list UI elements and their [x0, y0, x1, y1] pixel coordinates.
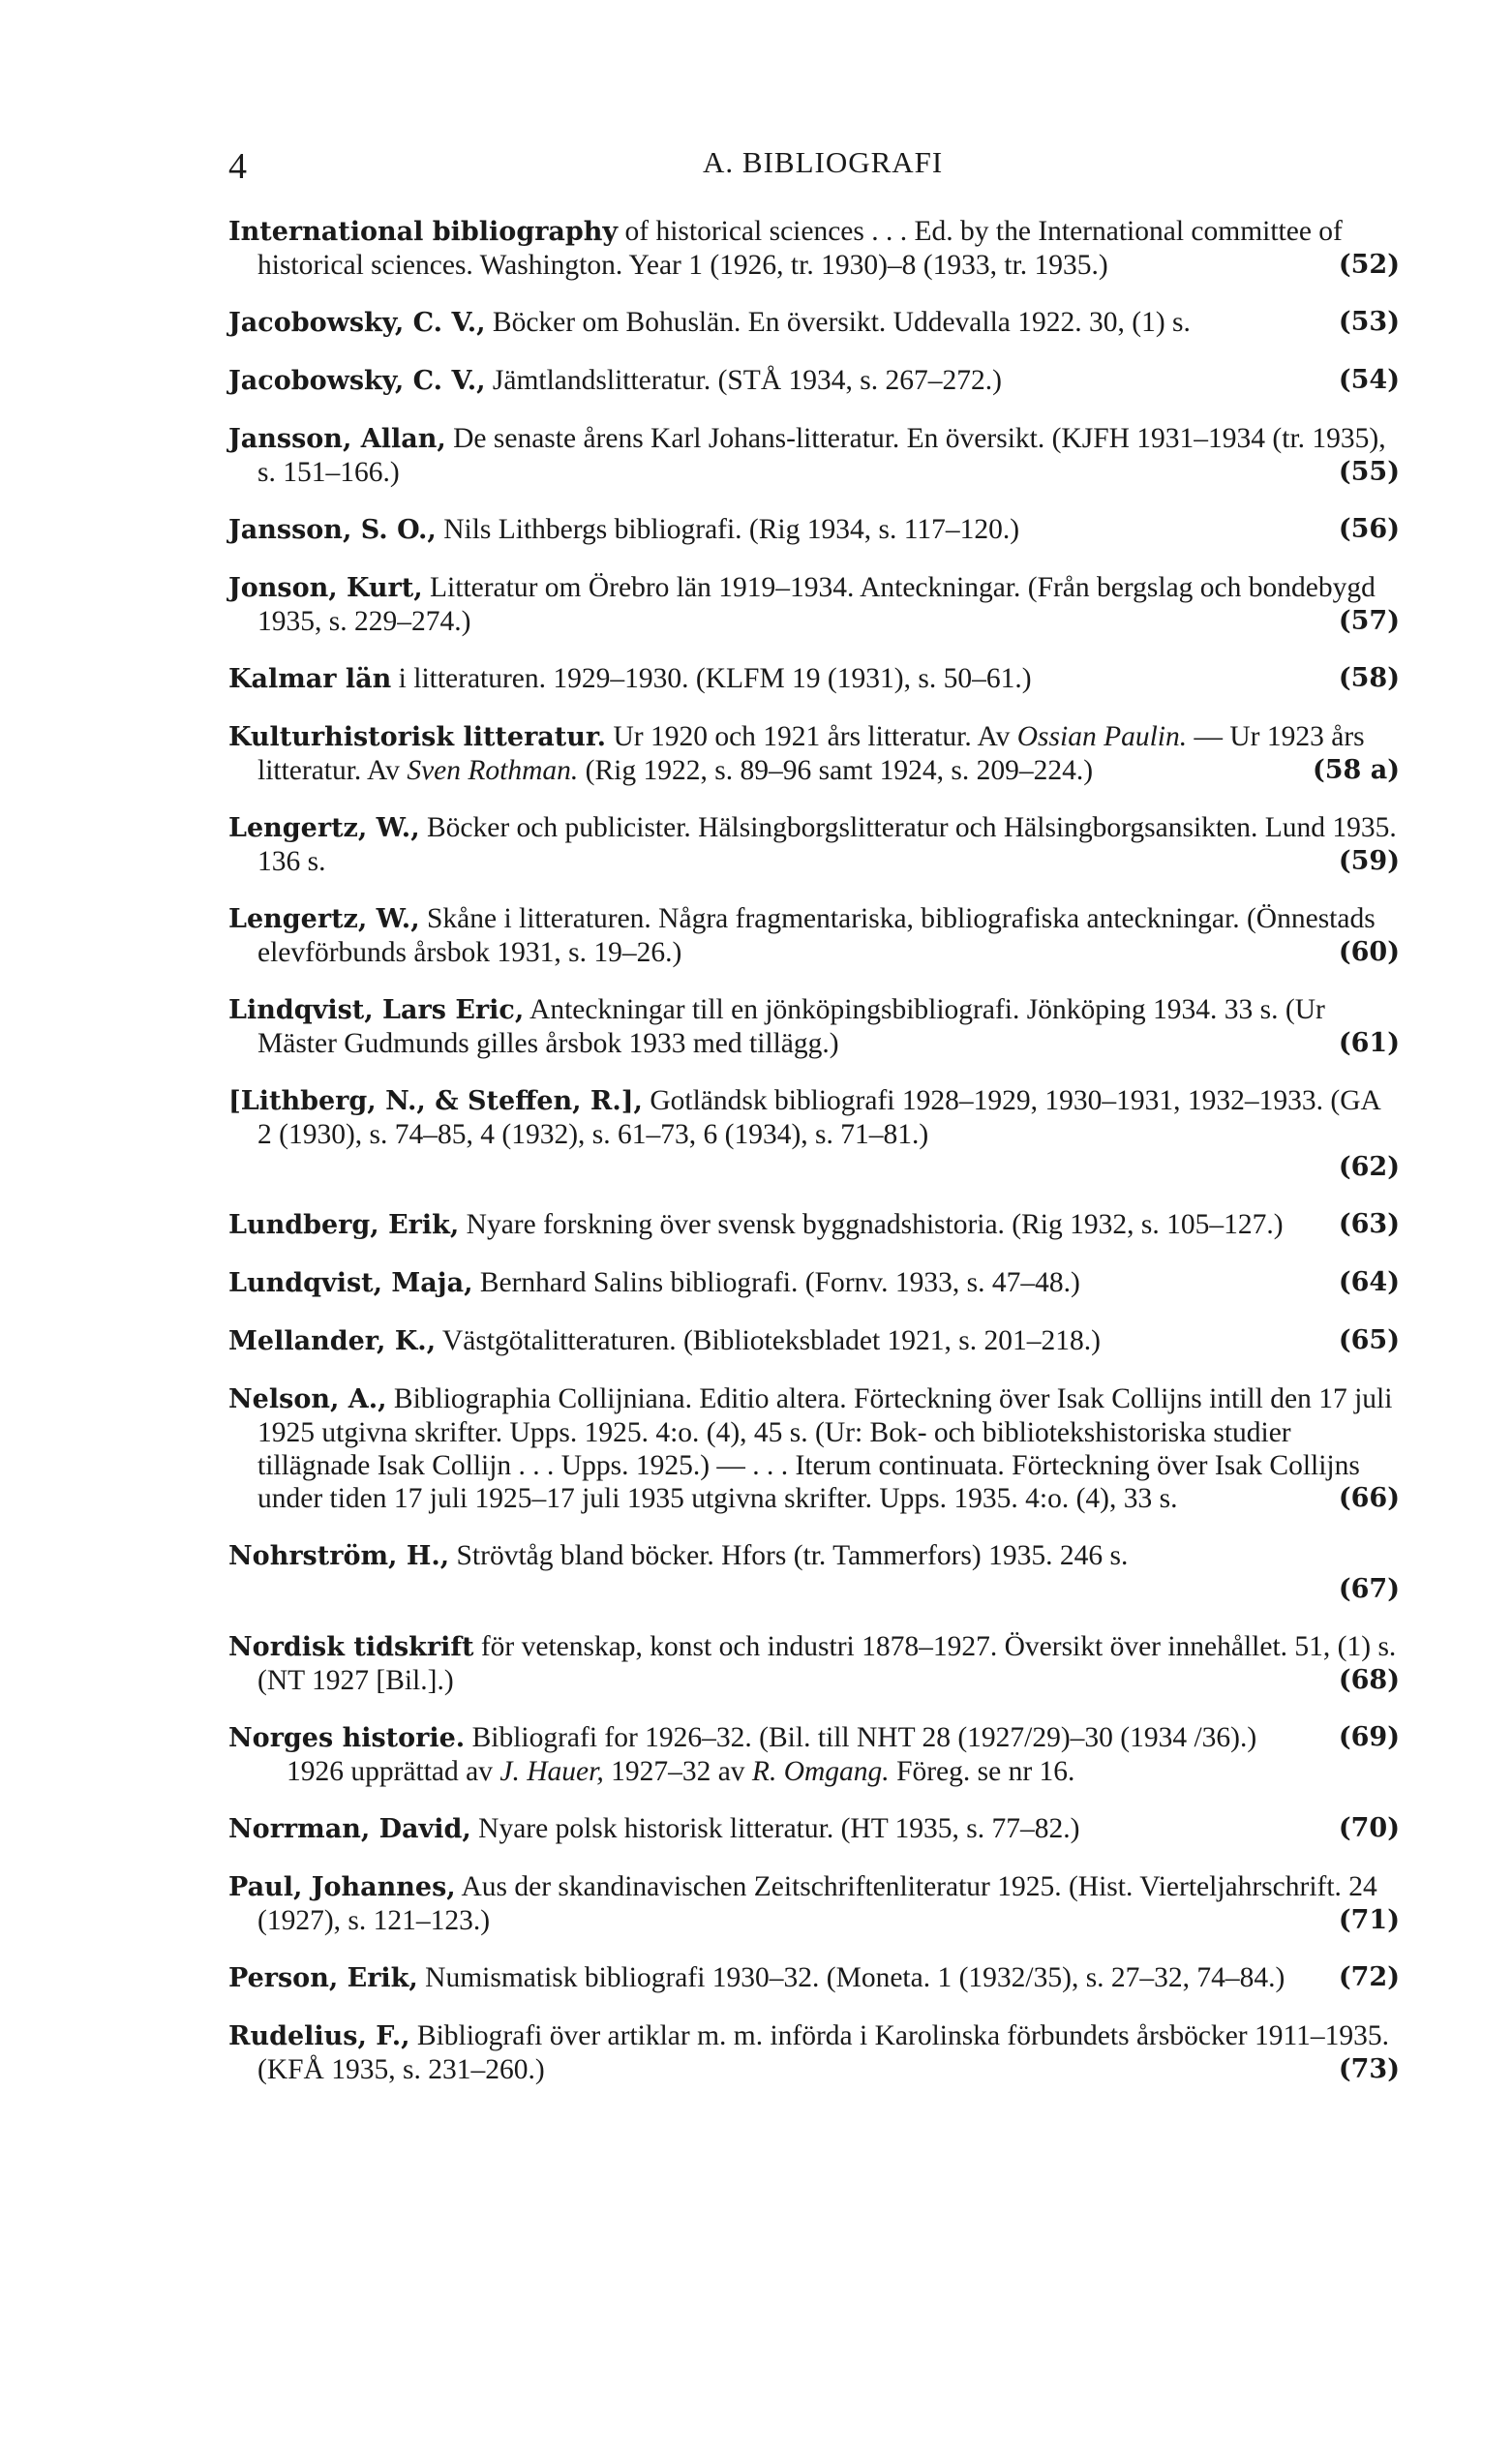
entry-text: Nils Lithbergs bibliografi. (Rig 1934, s. 117–120.)	[436, 514, 1020, 545]
bibliography-entry	[228, 1721, 1400, 1788]
entry-number: (53)	[1338, 307, 1400, 337]
entry-author: Jacobowsky, C. V.,	[228, 366, 486, 396]
bibliography-entry	[228, 513, 1400, 547]
entry-author: Lengertz, W.,	[228, 813, 420, 843]
entry-number: (66)	[1338, 1483, 1400, 1513]
entry-text: Numismatisk bibliografi 1930–32. (Moneta. 1 (1932/35), s. 27–32, 74–84.)	[417, 1962, 1285, 1993]
entry-author: Nohrström, H.,	[228, 1541, 450, 1571]
entry-number: (61)	[1338, 1028, 1400, 1058]
entry-number: (60)	[1338, 937, 1400, 967]
bibliography-entry	[228, 1382, 1400, 1515]
entry-number: (63)	[1338, 1209, 1400, 1239]
entry-italic-name: Sven Rothman.	[407, 755, 579, 786]
bibliography-entry	[228, 1208, 1400, 1242]
entry-number: (73)	[1338, 2054, 1400, 2084]
bibliography-entry	[228, 1084, 1400, 1184]
entry-number: (56)	[1338, 514, 1400, 544]
entry-number: (65)	[1338, 1325, 1400, 1355]
entry-text: Gotländsk bibliografi 1928–1929, 1930–1931, 1932–1933. (GA 2 (1930), s. 74–85, 4 (1932), s. 61–73, 6 (1934), s. 71–81.)	[257, 1085, 1380, 1150]
entry-author: Jacobowsky, C. V.,	[228, 308, 486, 338]
entry-text: Västgötalitteraturen. (Biblioteksbladet 1921, s. 201–218.)	[436, 1325, 1101, 1356]
entry-italic-name: R. Omgang.	[751, 1756, 890, 1787]
entry-text: Böcker om Bohuslän. En översikt. Uddevalla 1922. 30, (1) s.	[485, 307, 1191, 338]
entry-author: Lundqvist, Maja,	[228, 1268, 473, 1298]
entry-text: Bibliografi över artiklar m. m. införda i Karolinska förbundets årsböcker 1911–1935. (KFÅ 1935, s. 231–260.)	[257, 2020, 1390, 2085]
entry-author: Norges historie.	[228, 1723, 466, 1753]
entry-text: Aus der skandinavischen Zeitschriftenliteratur 1925. (Hist. Vierteljahrschrift. 24 (1927), s. 121–123.)	[257, 1871, 1377, 1936]
entry-note-text: 1926 upprättad av	[287, 1756, 500, 1787]
entry-author: Rudelius, F.,	[228, 2021, 410, 2051]
entry-text: Nyare polsk historisk litteratur. (HT 1935, s. 77–82.)	[470, 1813, 1080, 1844]
entry-number: (69)	[1338, 1722, 1400, 1752]
entry-number: (55)	[1338, 457, 1400, 487]
entry-note-text: Föreg. se nr 16.	[889, 1756, 1075, 1787]
entry-text: Anteckningar till en jönköpingsbibliografi. Jönköping 1934. 33 s. (Ur Mäster Gudmunds gilles årsbok 1933 med tillägg.)	[257, 994, 1325, 1059]
entry-author: Jansson, S. O.,	[228, 515, 437, 545]
entry-author: [Lithberg, N., & Steffen, R.],	[228, 1086, 643, 1116]
entry-text: i litteraturen. 1929–1930. (KLFM 19 (1931), s. 50–61.)	[391, 663, 1032, 694]
entry-number: (52)	[1338, 250, 1400, 280]
entry-text: Nyare forskning över svensk byggnadshistoria. (Rig 1932, s. 105–127.)	[459, 1209, 1284, 1240]
entry-text: of historical sciences . . . Ed. by the International committee of historical sciences. Washington. Year 1 (1926, tr. 1930)–8 (1933, tr. 1935.)	[257, 216, 1343, 281]
bibliography-entry	[228, 306, 1400, 340]
page-number: 4	[228, 146, 247, 187]
entry-number: (57)	[1338, 606, 1400, 636]
entry-author: Jonson, Kurt,	[228, 573, 423, 603]
bibliography-entry	[228, 993, 1400, 1060]
entry-author: Mellander, K.,	[228, 1326, 437, 1356]
entry-italic-name: Ossian Paulin.	[1016, 721, 1188, 752]
entry-text: Bibliografi for 1926–32. (Bil. till NHT 28 (1927/29)–30 (1934 /36).)	[465, 1722, 1257, 1753]
entry-number: (62)	[1338, 1152, 1400, 1182]
entry-author: Kulturhistorisk litteratur.	[228, 722, 607, 752]
entry-author: Lengertz, W.,	[228, 904, 420, 934]
entry-author: Paul, Johannes,	[228, 1872, 456, 1902]
entry-number: (64)	[1338, 1267, 1400, 1297]
entry-text: Skåne i litteraturen. Några fragmentariska, bibliografiska anteckningar. (Önnestads elevförbunds årsbok 1931, s. 19–26.)	[257, 903, 1376, 968]
entry-author: International bibliography	[228, 217, 619, 247]
entry-number: (72)	[1338, 1962, 1400, 1992]
entry-number: (68)	[1338, 1665, 1400, 1695]
entry-author: Nelson, A.,	[228, 1384, 387, 1414]
entry-text: Bernhard Salins bibliografi. (Fornv. 1933, s. 47–48.)	[472, 1267, 1080, 1298]
entry-text: Jämtlandslitteratur. (STÅ 1934, s. 267–272.)	[485, 365, 1002, 396]
entry-number: (67)	[1338, 1574, 1400, 1604]
bibliography-entry	[228, 215, 1400, 282]
bibliography-entry	[228, 2019, 1400, 2086]
bibliography-entry	[228, 902, 1400, 969]
entry-author: Norrman, David,	[228, 1814, 471, 1844]
entry-text: Böcker och publicister. Hälsingborgslitteratur och Hälsingborgsansikten. Lund 1935. 136 s.	[257, 812, 1397, 877]
entry-text: Bibliographia Collijniana. Editio altera. Förteckning över Isak Collijns intill den 17 juli 1925 utgivna skrifter. Upps. 1925. 4:o. (4), 45 s. (Ur: Bok- och bibliotekshistoriska studier tillägnade Isak Collijn . . . Upps. 1925.) — . . . Iterum continuata. Förteckning över Isak Collijns under tiden 17 juli 1925–17 juli 1935 utgivna skrifter. Upps. 1935. 4:o. (4), 33 s.	[257, 1383, 1393, 1514]
bibliography-entry	[228, 422, 1400, 489]
bibliography-entry	[228, 1630, 1400, 1697]
entry-text: — Ur 1923 års litteratur. Av	[257, 721, 1365, 786]
entry-number: (59)	[1338, 846, 1400, 876]
bibliography-entry	[228, 571, 1400, 638]
bibliography-entry	[228, 1539, 1400, 1606]
entry-number: (54)	[1338, 365, 1400, 395]
entry-note-text: 1927–32 av	[603, 1756, 752, 1787]
bibliography-entry	[228, 1266, 1400, 1300]
page-header	[228, 145, 1390, 203]
entry-text: (Rig 1922, s. 89–96 samt 1924, s. 209–224.)	[578, 755, 1094, 786]
entry-text: Strövtåg bland böcker. Hfors (tr. Tammerfors) 1935. 246 s.	[449, 1540, 1129, 1571]
entry-text: för vetenskap, konst och industri 1878–1927. Översikt över innehållet. 51, (1) s. (NT 1927 [Bil.].)	[257, 1631, 1397, 1696]
entry-text: Ur 1920 och 1921 års litteratur. Av	[606, 721, 1017, 752]
entry-author: Jansson, Allan,	[228, 424, 446, 454]
bibliography-entry	[228, 1324, 1400, 1358]
bibliography-entry	[228, 1870, 1400, 1937]
bibliography-entry	[228, 1961, 1400, 1995]
entry-author: Lindqvist, Lars Eric,	[228, 995, 525, 1025]
entry-author: Kalmar län	[228, 664, 392, 694]
running-title: A. BIBLIOGRAFI	[703, 145, 944, 179]
entry-text: Litteratur om Örebro län 1919–1934. Anteckningar. (Från bergslag och bondebygd 1935, s. 229–274.)	[257, 572, 1376, 637]
bibliography-entry	[228, 720, 1400, 787]
entry-note	[257, 1755, 1400, 1788]
entry-author: Person, Erik,	[228, 1963, 418, 1993]
bibliography-entry	[228, 811, 1400, 878]
bibliography-entry	[228, 662, 1400, 696]
entry-italic-name: J. Hauer,	[499, 1756, 604, 1787]
entry-number: (58)	[1338, 663, 1400, 693]
bibliography-entry	[228, 1812, 1400, 1846]
bibliography-list	[228, 215, 1400, 2110]
entry-author: Nordisk tidskrift	[228, 1632, 474, 1662]
entry-author: Lundberg, Erik,	[228, 1210, 460, 1240]
entry-number: (70)	[1338, 1813, 1400, 1843]
bibliography-entry	[228, 364, 1400, 398]
entry-text: De senaste årens Karl Johans-litteratur. En översikt. (KJFH 1931–1934 (tr. 1935), s. 151–166.)	[257, 423, 1386, 488]
entry-number: (71)	[1338, 1905, 1400, 1935]
entry-number: (58 a)	[1312, 755, 1400, 785]
